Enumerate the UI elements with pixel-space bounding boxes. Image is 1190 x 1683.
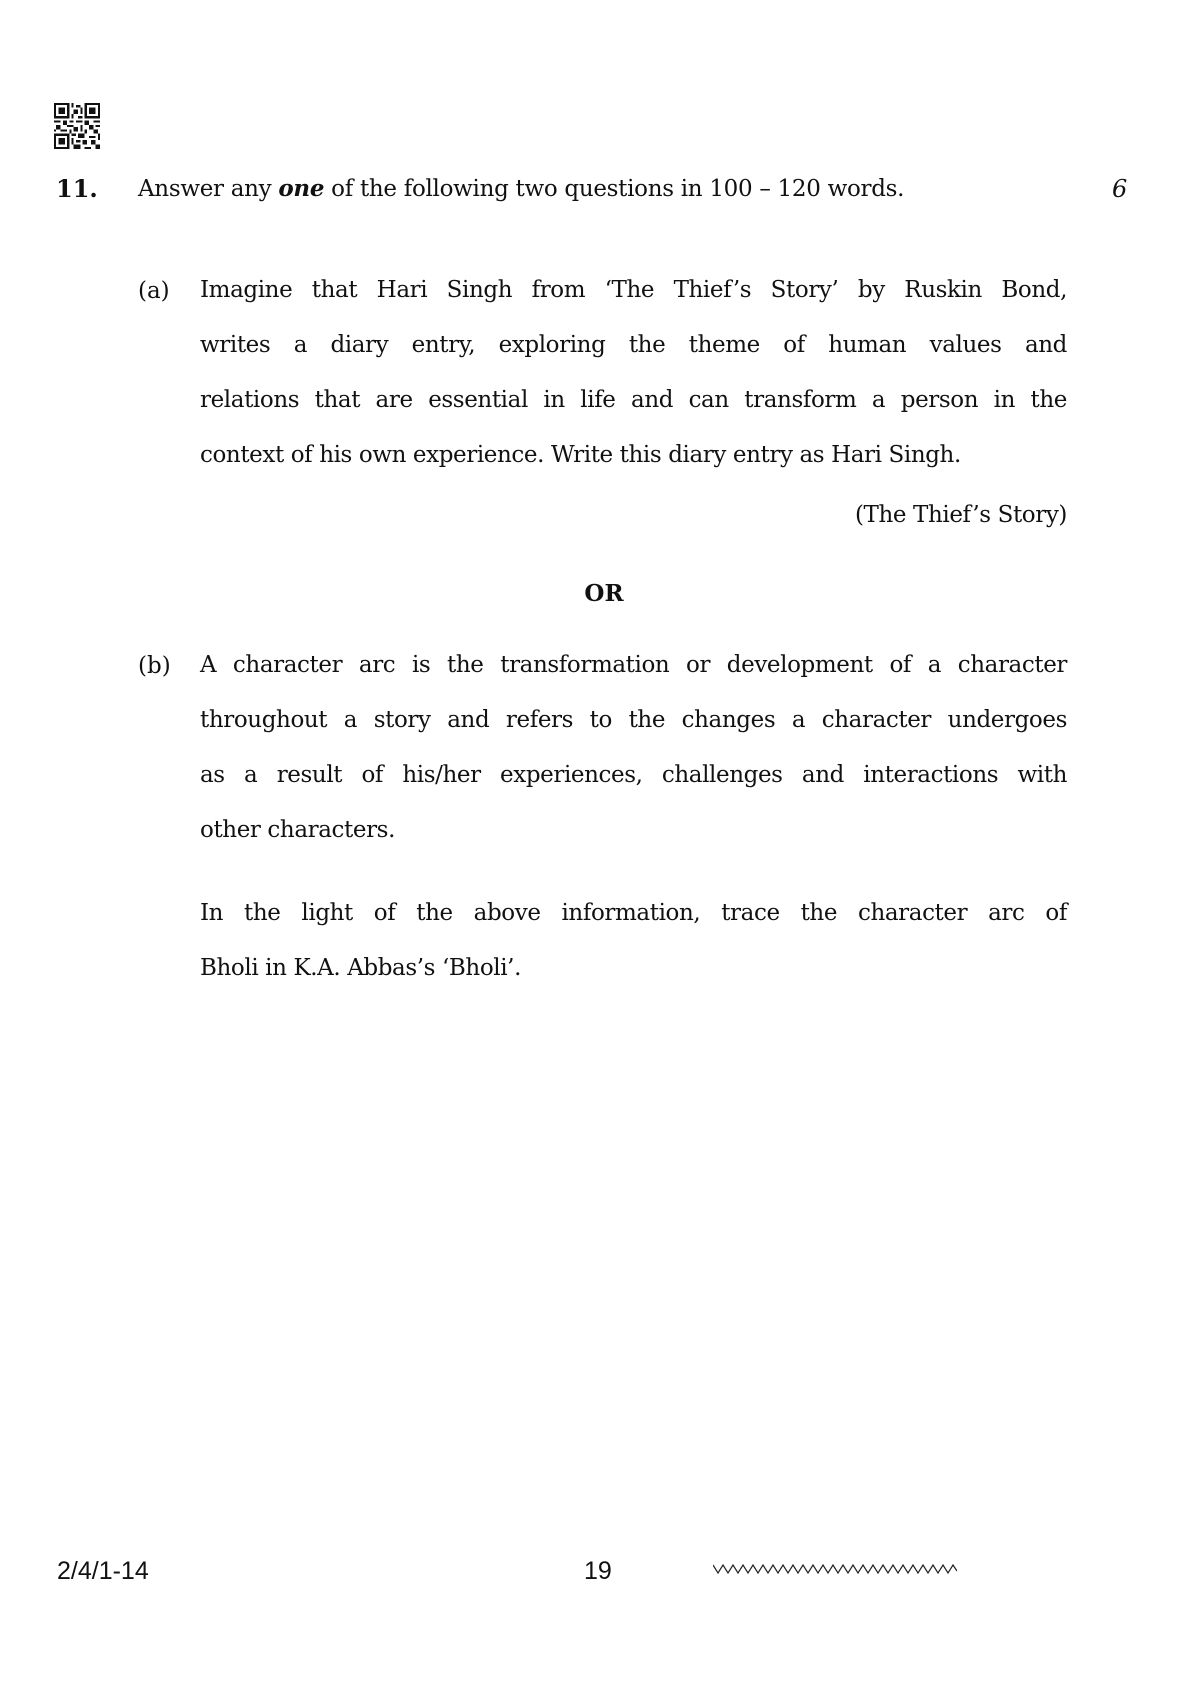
option-b-line: Bholi in K.A. Abbas’s ‘Bholi’. xyxy=(200,955,521,981)
paper-code: 2/4/1-14 xyxy=(57,1557,149,1585)
option-a-line: Imagine that Hari Singh from ‘The Thief’s Story’ by Ruskin Bond, xyxy=(200,277,1067,303)
option-a-line: context of his own experience. Write this diary entry as Hari Singh. xyxy=(200,442,961,468)
option-b-line: throughout a story and refers to the changes a character undergoes xyxy=(200,707,1067,733)
option-a-line: writes a diary entry, exploring the theme of human values and xyxy=(200,332,1067,358)
instruction-text-pre: Answer any xyxy=(138,176,279,202)
option-b-label: (b) xyxy=(138,653,171,679)
option-b-line: A character arc is the transformation or development of a character xyxy=(200,652,1067,678)
option-b-line: as a result of his/her experiences, challenges and interactions with xyxy=(200,762,1067,788)
instruction-emphasis: one xyxy=(278,175,325,202)
instruction-text-post: of the following two questions in 100 – 120 words. xyxy=(324,176,905,202)
option-b-line: other characters. xyxy=(200,817,395,843)
or-separator: OR xyxy=(584,580,624,607)
qr-code-icon xyxy=(54,103,100,149)
zigzag-decoration-icon xyxy=(713,1561,957,1577)
question-marks: 6 xyxy=(1112,175,1128,203)
option-a-source: (The Thief’s Story) xyxy=(854,502,1067,528)
question-number: 11. xyxy=(56,174,98,203)
option-b-paragraph-1 xyxy=(200,638,1067,858)
option-a-label: (a) xyxy=(138,278,170,304)
option-a-body xyxy=(200,263,1067,483)
question-instruction xyxy=(138,174,904,204)
page-number: 19 xyxy=(584,1557,612,1585)
option-b-line: In the light of the above information, trace the character arc of xyxy=(200,900,1067,926)
option-b-paragraph-2 xyxy=(200,886,1067,996)
option-a-line: relations that are essential in life and can transform a person in the xyxy=(200,387,1067,413)
